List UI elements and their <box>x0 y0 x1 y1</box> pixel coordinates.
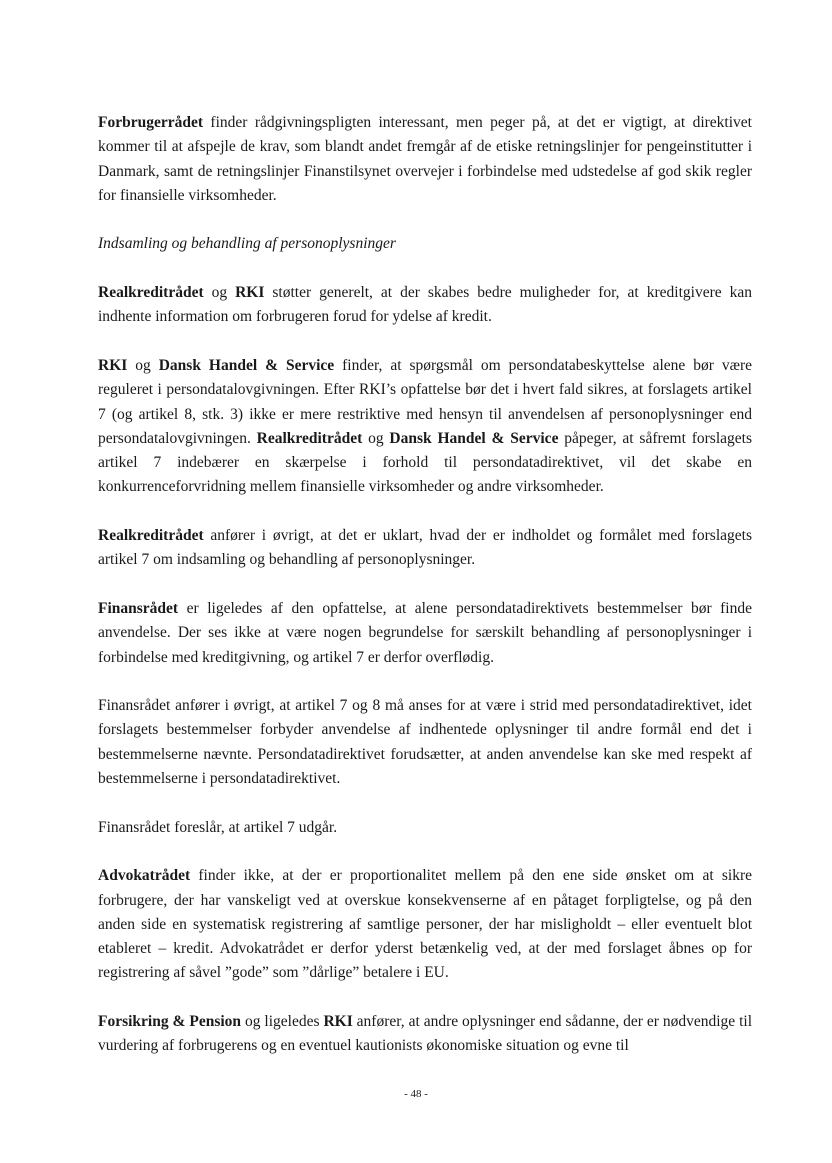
organization-name: Dansk Handel & Service <box>158 356 335 374</box>
text-run: og <box>203 284 236 302</box>
paragraph <box>98 354 752 500</box>
document-body <box>98 111 752 1059</box>
paragraph <box>98 281 752 330</box>
paragraph <box>98 524 752 573</box>
organization-name: Realkreditrådet <box>256 429 363 447</box>
section-heading <box>98 232 752 256</box>
text-run: anfører i øvrigt, at det er uklart, hvad der er indholdet og formålet med forslagets artikel 7 om indsamling og behandling af personoplysninger. <box>98 527 752 569</box>
organization-name: Dansk Handel & Service <box>389 429 559 447</box>
text-run: Finansrådet foreslår, at artikel 7 udgår. <box>98 818 338 836</box>
text-run: og <box>127 356 159 374</box>
paragraph <box>98 864 752 985</box>
organization-name: Forbrugerrådet <box>98 114 204 131</box>
page-number: - 48 - <box>404 1088 428 1100</box>
organization-name: RKI <box>323 1012 353 1030</box>
text-run: Indsamling og behandling af personoplysninger <box>98 235 396 253</box>
organization-name: RKI <box>98 356 128 374</box>
text-run: finder, at spørgsmål om persondatabeskyttelse alene bør være reguleret i persondatalovgivningen. Efter RKI’s opfattelse bør det i hvert fald sikres, at forslagets artikel 7 (og artikel 8, stk. 3) ikke er mere restriktive med hensyn til anvendelsen af personoplysninger end persondatalovgivningen. <box>98 356 753 447</box>
text-run: og ligeledes <box>241 1012 324 1030</box>
text-run: anfører, at andre oplysninger end sådanne, der er nødvendige til vurdering af forbrugerens og en eventuel kautionists økonomiske situation og evne til <box>98 1012 753 1055</box>
text-run: finder ikke, at der er proportionalitet mellem på den ene side ønsket om at sikre forbrugere, der har vanskeligt ved at overskue konsekvenserne af en påtaget forpligtelse, og på den anden side en systematisk registrering af samtlige personer, der har misligholdt – eller eventuelt blot etableret – kredit. Advokatrådet er derfor yderst betænkelig ved, at der med forslaget åbnes op for registrering af såvel ”gode” som ”dårlige” betalere i EU. <box>98 867 752 982</box>
organization-name: Realkreditrådet <box>98 284 204 302</box>
text-run: påpeger, at såfremt forslagets artikel 7 indebærer en skærpelse i forhold til persondatadirektivet, vil det skabe en konkurrenceforvridning mellem finansielle virksomheder og andre virksomheder. <box>98 429 752 496</box>
text-run: støtter generelt, at der skabes bedre muligheder for, at kreditgivere kan indhente information om forbrugeren forud for ydelse af kredit. <box>98 284 752 326</box>
paragraph <box>98 597 752 670</box>
organization-name: Advokatrådet <box>98 867 191 885</box>
text-run: Finansrådet anfører i øvrigt, at artikel 7 og 8 må anses for at være i strid med persondatadirektivet, idet forslagets bestemmelser forbyder anvendelse af indhentede oplysninger til andre formål end det i bestemmelserne nævnte. Persondatadirektivet forudsætter, at anden anvendelse kan ske med respekt af bestemmelserne i persondatadirektivet. <box>98 697 752 788</box>
paragraph <box>98 1010 752 1059</box>
organization-name: Finansrådet <box>98 599 179 617</box>
text-run: er ligeledes af den opfattelse, at alene persondatadirektivets bestemmelser bør finde anvendelse. Der ses ikke at være nogen begrundelse for særskilt behandling af personoplysninger i forbindelse med kreditgivning, og artikel 7 er derfor overflødig. <box>98 599 752 666</box>
text-run: og <box>362 429 390 447</box>
organization-name: Forsikring & Pension <box>98 1012 242 1030</box>
paragraph <box>98 694 752 791</box>
organization-name: RKI <box>235 284 265 302</box>
text-run: finder rådgivningspligten interessant, men peger på, at det er vigtigt, at direktivet kommer til at afspejle de krav, som blandt andet fremgår af de etiske retningslinjer for pengeinstitutter i Danmark, samt de retningslinjer Finanstilsynet overvejer i forbindelse med udstedelse af god skik regler for finansielle virksomheder. <box>98 114 752 204</box>
organization-name: Realkreditrådet <box>98 527 204 545</box>
paragraph <box>98 111 752 208</box>
paragraph <box>98 816 752 840</box>
